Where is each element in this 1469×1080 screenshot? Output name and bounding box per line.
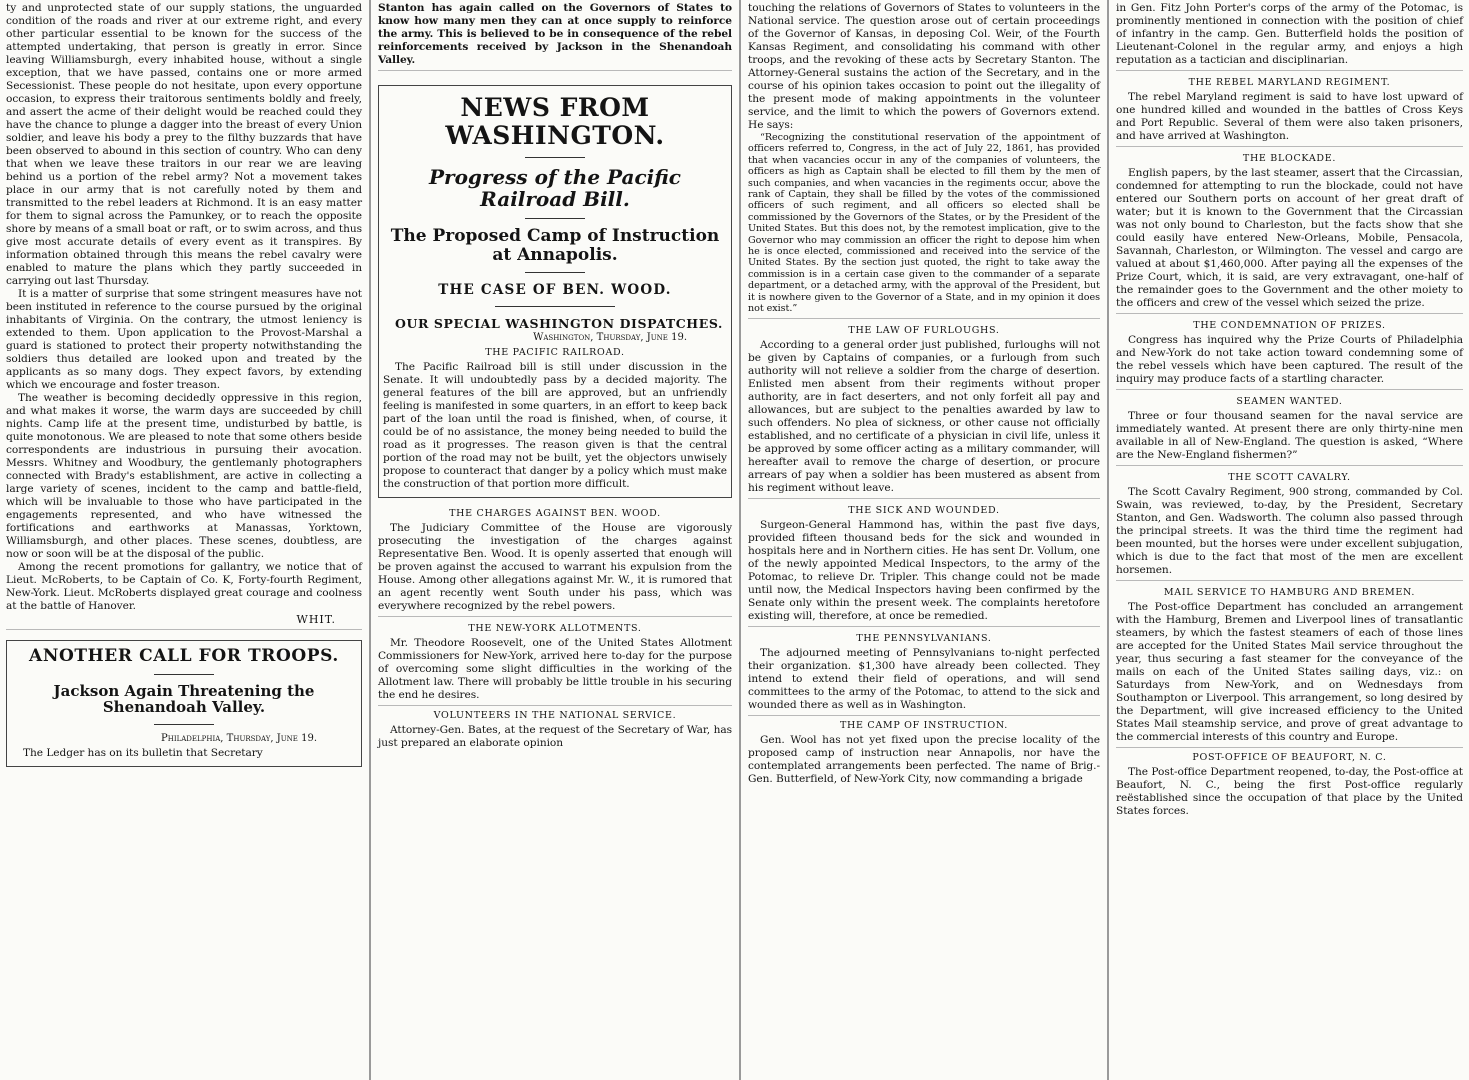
section-text: The Scott Cavalry Regiment, 900 strong, commanded by Col. Swain, was reviewed, to-day, by the President, Secretary Stanton, and Gen. Wadsworth. The column also passed through the principal streets. It was the third time the regiment had been mounted, but the horses were under excellent subjugation, which is due to the fact that most of the men are excellent horsemen.	[1116, 486, 1463, 576]
section-furloughs	[748, 319, 1100, 499]
section-text: Attorney-Gen. Bates, at the request of the Secretary of War, has just prepared an elaborate opinion	[378, 723, 732, 749]
section-beaufort	[1116, 752, 1463, 818]
deck-railroad: Progress of the Pacific Railroad Bill.	[429, 165, 681, 211]
section-text: Gen. Wool has not yet fixed upon the precise locality of the proposed camp of instruction near Annapolis, nor have the contemplated arrangements been perfected. The name of Brig.-Gen. Butterfield, of New-York City, now commanding a brigade	[748, 733, 1100, 785]
section-text: According to a general order just published, furloughs will not be given by Captains of companies, or a furlough from such authority will not relieve a soldier from the charge of desertion. Enlisted men absent from their regiments without proper authority, are in fact deserters, and not only forfeit all pay and allowances, but are subject to the penalties awarded by law to such offenders. No plea of sickness, or other cause not officially established, and no certificate of a physician in civil life, unless it be approved by some officer acting as a military commander, will hereafter avail to remove the charge of desertion, or procure arrears of pay when a soldier has been mustered as absent from his regiment without leave.	[748, 338, 1100, 494]
paragraph: The weather is becoming decidedly oppressive in this region, and what makes it worse, the warm days are succeeded by chill nights. Camp life at the present time, undisturbed by battle, is quite monotonous. We are pleased to note that some others beside correspondents are industrious in pursuing their avocation. Messrs. Whitney and Woodbury, the gentlemanly photographers connected with Brady's establishment, are active in collecting a large variety of scenes, incident to the camp and battle-field, which will be invaluable to those who have participated in the engagements represented, and who have witnessed the fortifications and earthworks at Manassas, Yorktown, Williamsburgh, and other places. These scenes, doubtless, are now or soon will be at the disposal of the public.	[6, 392, 362, 560]
rule	[525, 218, 585, 219]
section-text: The rebel Maryland regiment is said to have lost upward of one hundred killed and wounded in the battles of Cross Keys and Port Republic. Several of them were also taken prisoners, and have arrived at Washington.	[1116, 91, 1463, 142]
rule	[154, 724, 214, 725]
column-divider	[369, 0, 371, 1080]
section-head: THE SCOTT CAVALRY.	[1228, 472, 1351, 483]
section-head: THE CHARGES AGAINST BEN. WOOD.	[449, 507, 661, 519]
section-blockade	[1116, 147, 1463, 314]
troops-continuation	[378, 0, 732, 71]
paragraph: touching the relations of Governors of States to volunteers in the National service. The question arose out of certain proceedings of the Governor of Kansas, in deposing Col. Weir, of the Fourth Kansas Regiment, and consolidating his command with other troops, and the revoking of these acts by Secretary Stanton. The Attorney-General sustains the action of the Secretary, and in the course of his opinion takes occasion to point out the illegality of the present mode of making appointments in the volunteer service, and the limit to which the powers of Governors extend. He says:	[748, 2, 1100, 131]
section-text: Three or four thousand seamen for the naval service are immediately wanted. At present there are only thirty-nine men available in all of New-England. The question is asked, “Where are the New-England fishermen?”	[1116, 410, 1463, 461]
rule	[525, 272, 585, 273]
washington-headline-box	[378, 85, 732, 498]
section-head: THE PACIFIC RAILROAD.	[485, 346, 625, 358]
troops-text: The Ledger has on its bulletin that Secretary	[23, 746, 263, 759]
column-4	[1110, 0, 1469, 1080]
section-camp	[748, 720, 1100, 786]
troops-headline: ANOTHER CALL FOR TROOPS.	[29, 646, 339, 666]
main-headline: NEWS FROM WASHINGTON.	[445, 93, 665, 150]
section-text: English papers, by the last steamer, assert that the Circassian, condemned for attempting to run the blockade, could not have entered our Southern ports on account of her great draft of water; but it is known to the Government that the Circassian was not only bound to Charleston, but the facts show that she could easily have entered New-Orleans, Mobile, Pensacola, Savannah, Charleston, or Wilmington. The vessel and cargo are valued at about $1,460,000. After paying all the expenses of the Prize Court, which, it is said, are very extravagant, one-half of the remainder goes to the Government and the other moiety to the officers and crew of the vessel which seized the prize.	[1116, 167, 1463, 309]
deck-camp: The Proposed Camp of Instruction at Annapolis.	[390, 226, 720, 265]
section-head: THE NEW-YORK ALLOTMENTS.	[468, 622, 642, 634]
troops-dateline: Philadelphia, Thursday, June 19.	[161, 732, 317, 744]
section-head: THE PENNSYLVANIANS.	[856, 632, 992, 644]
signature: WHIT.	[296, 613, 336, 626]
section-text: Surgeon-General Hammond has, within the past five days, provided fifteen thousand beds for the sick and wounded in hospitals here and in Northern cities. He has sent Dr. Vollum, one of the newly appointed Medical Inspectors, to the army of the Potomac, to relieve Dr. Tripler. This change could not be made until now, the Medical Inspectors having been confirmed by the Senate only within the present week. The complaints heretofore existing will, therefore, at once be remedied.	[748, 518, 1100, 622]
column-divider	[739, 0, 741, 1080]
rule	[495, 306, 615, 307]
rule	[154, 674, 214, 675]
section-head: VOLUNTEERS IN THE NATIONAL SERVICE.	[433, 709, 677, 721]
section-head: THE LAW OF FURLOUGHS.	[848, 324, 1000, 336]
section-head: SEAMEN WANTED.	[1236, 396, 1343, 407]
section-text: The Judiciary Committee of the House are vigorously prosecuting the investigation of the charges against Representative Ben. Wood. It is openly asserted that enough will be proven against the accused to warrant his expulsion from the House. Among other allegations against Mr. W., it is rumored that an agent recently went South under his pass, which was everywhere recognized by the rebel powers.	[378, 521, 732, 612]
rule	[525, 157, 585, 158]
column-divider	[1107, 0, 1109, 1080]
paragraph: Among the recent promotions for gallantry, we notice that of Lieut. McRoberts, to be Captain of Co. K, Forty-fourth Regiment, New-York. Lieut. McRoberts displayed great courage and coolness at the battle of Hanover.	[6, 561, 362, 612]
troops-article	[6, 640, 362, 767]
section-text: The Pacific Railroad bill is still under discussion in the Senate. It will undoubtedly pass by a decided majority. The general features of the bill are approved, but an unfriendly feeling is manifested in some quarters, in an effort to keep back part of the loan until the road is finished, when, of course, it could be of no assistance, the money being needed to build the road as it progresses. The reason given is that the central portion of the road may not be built, yet the objectors unwisely propose to counteract that danger by a policy which must make the construction of that portion more difficult.	[383, 360, 727, 490]
troops-subhead: Jackson Again Threatening the Shenandoah Valley.	[53, 681, 315, 717]
section-ben-wood	[378, 502, 732, 617]
section-text: The adjourned meeting of Pennsylvanians to-night perfected their organization. $1,300 have already been collected. They intend to extend their field of operations, and will send committees to the army of the Potomac, to attend to the sick and wounded there as well as in Washington.	[748, 646, 1100, 711]
section-text: Mr. Theodore Roosevelt, one of the United States Allotment Commissioners for New-York, arrived here to-day for the purpose of overcoming some slight difficulties in the working of the Allotment law. There will probably be little trouble in his securing the end he desires.	[378, 636, 732, 701]
column-1	[0, 0, 368, 1080]
paragraph: Stanton has again called on the Governors of States to know how many men they can at once supply to reinforce the army. This is believed to be in consequence of the rebel reinforcements received by Jackson in the Shenandoah Valley.	[378, 2, 732, 66]
section-seamen	[1116, 390, 1463, 466]
section-head: POST-OFFICE OF BEAUFORT, N. C.	[1192, 752, 1387, 763]
section-prizes	[1116, 314, 1463, 390]
paragraph: in Gen. Fitz John Porter's corps of the army of the Potomac, is prominently mentioned in connection with the position of chief of infantry in the camp. Gen. Butterfield holds the position of Lieutenant-Colonel in the regular army, and enjoys a high reputation as a tactician and disciplinarian.	[1116, 2, 1463, 66]
section-allotments	[378, 617, 732, 706]
section-head: THE CAMP OF INSTRUCTION.	[840, 719, 1008, 731]
column-3	[742, 0, 1106, 1080]
camp-continuation	[1116, 0, 1463, 71]
paragraph: ty and unprotected state of our supply stations, the unguarded condition of the roads and river at our extreme right, and every other particular essential to be known for the success of the attempted undertaking, that person is greatly in error. Since leaving Williamsburgh, every inhabited house, without a single exception, that we have passed, contains one or more armed Secessionist. These people do not hesitate, upon every opportune occasion, to express their traitorous sentiments boldly and freely, and assert the acme of their delight would be reached could they have the chance to plunge a dagger into the breast of every Union soldier, and leave his body a prey to the filthy buzzards that have been observed to abound in this section of country. Who can deny that when we leave these traitors in our rear we are leaving behind us a portion of the rebel army? Not a movement takes place in our army that is not carefully noted by them and transmitted to the rebel leaders at Richmond. It is an easy matter for them to signal across the Pamunkey, or to reach the opposite shore by means of a small boat or raft, or to swim across, and thus give most accurate details of every event as it transpires. By information obtained through this means the rebel cavalry were enabled to mature the plans which they partly succeeded in carrying out last Thursday.	[6, 2, 362, 287]
paragraph: It is a matter of surprise that some stringent measures have not been instituted in reference to the course pursued by the original inhabitants of Virginia. On the contrary, the utmost leniency is extended to them. Upon application to the Provost-Marshal a guard is stationed to protect their property notwithstanding the soldiers thus detailed are looked upon and treated by the applicants as so many dogs. They expect favors, by extending which we encourage and foster treason.	[6, 288, 362, 391]
section-head: THE BLOCKADE.	[1242, 153, 1337, 164]
volunteers-continuation	[748, 0, 1100, 319]
section-head: THE CONDEMNATION OF PRIZES.	[1193, 320, 1386, 331]
whit-letter	[6, 0, 362, 630]
section-text: The Post-office Department has concluded an arrangement with the Hamburg, Bremen and Liverpool lines of transatlantic steamers, by which the fastest steamers of each of those lines are accepted for the United States Mail service throughout the year, thus securing a fast steamer for the conveyance of the mails on each of the United States sailing days, viz.: on Saturdays from New-York, and on Wednesdays from Southampton or Liverpool. This arrangement, so long desired by the Department, will give increased efficiency to the United States Mail steamship service, and prove of great advantage to the commercial interests of this country and Europe.	[1116, 601, 1463, 743]
section-head: MAIL SERVICE TO HAMBURG AND BREMEN.	[1163, 587, 1416, 598]
section-head: THE REBEL MARYLAND REGIMENT.	[1188, 77, 1391, 88]
dispatches-head: OUR SPECIAL WASHINGTON DISPATCHES.	[395, 316, 723, 332]
section-mail-service	[1116, 581, 1463, 748]
column-2	[372, 0, 738, 1080]
dispatches-dateline: Washington, Thursday, June 19.	[533, 331, 687, 343]
section-text: Congress has inquired why the Prize Courts of Philadelphia and New-York do not take action toward condemning some of the rebel vessels which have been captured. The result of the inquiry may produce facts of a startling character.	[1116, 334, 1463, 385]
section-text: The Post-office Department reopened, to-day, the Post-office at Beaufort, N. C., being the first Post-office regularly reëstablished since the occupation of that place by the United States forces.	[1116, 766, 1463, 817]
section-scott-cavalry	[1116, 466, 1463, 581]
section-pennsylvanians	[748, 627, 1100, 716]
quotation: “Recognizing the constitutional reservation of the appointment of officers referred to, Congress, in the act of July 22, 1861, has provided that when vacancies occur in any of the companies of volunteers, the officers as high as Captain shall be elected to fill them by the men of such companies, and when vacancies in the regiments occur, above the rank of Captain, they shall be filled by the votes of the commissioned officers of such regiment, and all officers so elected shall be commissioned by the Governors of the States, or by the President of the United States. But this does not, by the remotest implication, give to the Governor who may commission an officer the right to depose him when he is once elected, commissioned and received into the service of the United States. By the section just quoted, the right to take away the commission is in a certain case given to the commander of a separate department, or a detached army, with the approval of the President, but it is nowhere given to the Governor of a State, and in my opinion it does not exist.”	[748, 132, 1100, 315]
deck-ben-wood: THE CASE OF BEN. WOOD.	[438, 282, 672, 299]
section-head: THE SICK AND WOUNDED.	[848, 504, 1000, 516]
section-sick-wounded	[748, 499, 1100, 627]
section-maryland	[1116, 71, 1463, 147]
section-volunteers	[378, 710, 732, 750]
